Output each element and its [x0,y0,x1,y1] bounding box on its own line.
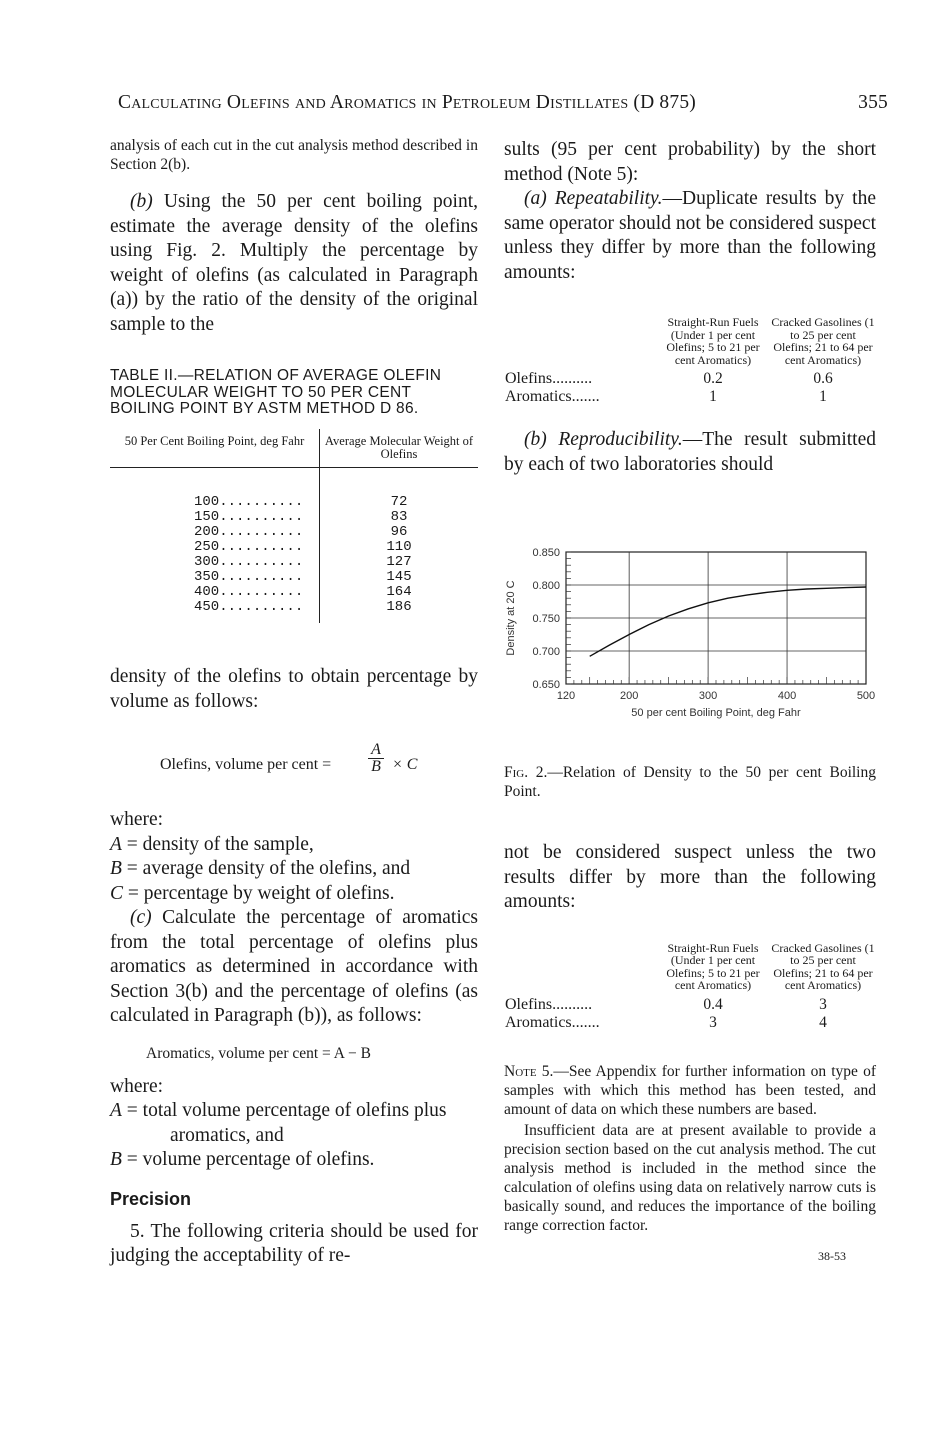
def-symbol: A [110,833,122,855]
footer-code: 38-53 [818,1248,846,1263]
table2-mw: 83 [390,509,408,525]
table-row: 250.......... 110 [110,540,478,555]
table-row: 300.......... 127 [110,555,478,570]
reproducibility-title: Reproducibility. [558,429,683,450]
running-title: Calculating Olefins and Aromatics in Petroleum Distillates (D 875) [118,92,696,113]
def-symbol: B [110,858,122,879]
definition [110,857,478,882]
def-symbol: C [110,882,124,904]
col-cracked: Cracked Gasolines (1 to 25 per cent Olefins; 21 to 64 per cent Aromatics) [771,315,875,367]
repeatability-header-row [504,315,876,370]
paragraph-b-text: Using the 50 per cent boiling point, estimate the average density of the olefins using Fig. 2. Multiply the percentage by weight of olefins (as calculated in Paragraph (a)) by the ratio of the density of the original sample to the [110,191,478,335]
def-text: = volume percentage of olefins. [126,1149,375,1170]
reproducibility-paragraph [504,428,876,477]
eq1-fraction [368,742,384,775]
table-row: 150.......... 83 [110,510,478,525]
running-header [118,92,888,114]
col-cracked: Cracked Gasolines (1 to 25 per cent Olefins; 21 to 64 per cent Aromatics) [771,940,875,992]
row-label: Olefins.......... [505,370,593,387]
note-5-text: —See Appendix for further information on type of samples with which this method has been tested, and amount of data on which these numbers are based. [504,1062,876,1118]
table-row: 400.......... 164 [110,585,478,600]
x-tick-label: 500 [856,690,876,702]
repeatability-text: —Duplicate results by the same operator should not be considered suspect unless they differ by more than the following amounts: [504,188,876,283]
definition [110,1148,478,1173]
reproducibility-text: —The result submitted by each of two laboratories should [504,429,877,475]
table-row [504,1014,876,1032]
paragraph-c-label: (c) [130,907,152,928]
def-text: = density of the sample, [126,833,314,855]
figure-2 [500,540,890,760]
paragraph-c-text: Calculate the percentage of aromatics from the total percentage of olefins plus aromatics as determined in accordance with Section 3(b) and the percentage of olefins (as calculated in Paragraph (b)), as follows: [110,907,478,1026]
density-chart [500,540,890,760]
value-a: 0.4 [703,995,723,1013]
x-axis-label: 50 per cent Boiling Point, deg Fahr [631,707,801,719]
paragraph-c [110,906,478,1029]
def-symbol: A [110,1100,122,1121]
def-symbol: B [110,1149,122,1170]
density-curve [590,587,866,656]
row-label: Aromatics....... [505,388,600,405]
table-row [504,996,876,1014]
note-5 [504,1062,876,1119]
results-paragraph: sults (95 per cent probability) by the short method (Note 5): [504,139,876,185]
paragraph-b [110,190,478,337]
table2-col1-header: 50 Per Cent Boiling Point, deg Fahr [110,429,320,468]
value-b: 1 [819,388,827,405]
row-label: Olefins.......... [505,995,593,1013]
right-column [504,138,876,477]
intro-paragraph: analysis of each cut in the cut analysis method described in Section 2(b). [110,137,478,173]
table2-mw: 186 [386,599,412,615]
col-straight-run: Straight-Run Fuels (Under 1 per cent Olefins; 5 to 21 per cent Aromatics) [666,940,760,992]
definitions-2 [110,1075,478,1173]
paragraph-5: 5. The following criteria should be used for judging the acceptability of re- [110,1220,478,1266]
table2 [110,429,478,624]
y-tick-label: 0.700 [532,646,560,658]
equation-olefins [110,742,478,786]
y-axis-label: Density at 20 C [505,580,517,656]
value-a: 3 [709,1013,717,1031]
table-row: 100.......... 72 [110,495,478,510]
table2-bp: 450 [194,599,220,615]
col-straight-run: Straight-Run Fuels (Under 1 per cent Olefins; 5 to 21 per cent Aromatics) [666,315,760,367]
table2-mw: 164 [386,584,412,600]
table2-title: TABLE II.—RELATION OF AVERAGE OLEFIN MOLECULAR WEIGHT TO 50 PER CENT BOILING POINT BY ASTM METHOD D 86. [110,367,442,417]
definition [110,833,478,858]
table2-bp: 100 [194,494,220,510]
table2-col2-header: Average Molecular Weight of Olefins [324,433,474,461]
def-text: = average density of the olefins, and [126,858,411,879]
repeatability-table [504,315,876,406]
table2-mw: 72 [390,494,408,510]
table-row [504,388,876,406]
not-suspect-paragraph: not be considered suspect unless the two results differ by more than the following amounts: [504,842,876,912]
table2-header-row [110,429,478,468]
table2-bp: 350 [194,569,220,585]
row-label: Aromatics....... [505,1013,600,1031]
eq1-numerator: A [368,742,384,759]
value-a: 1 [709,388,717,405]
page-number: 355 [858,92,888,113]
value-b: 0.6 [813,370,833,387]
table2-bp: 200 [194,524,220,540]
def-text: = percentage by weight of olefins. [127,882,395,904]
y-tick-label: 0.850 [532,547,560,559]
eq1-lhs: Olefins, volume per cent = [160,756,332,773]
right-column-lower [504,841,876,1264]
precision-heading: Precision [110,1188,192,1209]
table2-mw: 127 [386,554,412,570]
reproducibility-table [504,941,876,1032]
left-column [110,136,478,1269]
repeatability-label: (a) [524,188,547,209]
table2-bp: 300 [194,554,220,570]
figure-caption-label: Fig. 2. [504,764,548,781]
table2-mw: 145 [386,569,412,585]
table2-bp: 400 [194,584,220,600]
y-tick-label: 0.750 [532,613,560,625]
def-text: = total volume percentage of olefins plus aromatics, and [126,1100,447,1146]
value-b: 4 [819,1013,827,1031]
value-b: 3 [819,995,827,1013]
note-5-label: Note 5. [504,1062,554,1080]
reproducibility-label: (b) [524,429,547,450]
paragraph-b-label: (b) [130,191,153,212]
definition [110,1099,478,1148]
reproducibility-header-row [504,941,876,996]
table2-bp: 150 [194,509,220,525]
table-row: 350.......... 145 [110,570,478,585]
x-tick-label: 400 [777,690,797,702]
figure-caption [504,763,876,801]
table2-mw: 110 [386,539,412,555]
equation-aromatics: Aromatics, volume per cent = A − B [146,1044,371,1062]
definition [110,882,478,907]
repeatability-title: Repeatability. [554,188,663,209]
definitions-1 [110,808,478,906]
y-tick-label: 0.650 [532,679,560,691]
table-row: 450.......... 186 [110,600,478,623]
value-a: 0.2 [703,370,723,387]
density-paragraph: density of the olefins to obtain percentage by volume as follows: [110,666,478,712]
table2-bp: 250 [194,539,220,555]
table2-mw: 96 [390,524,408,540]
x-tick-label: 300 [698,690,718,702]
insufficient-data-paragraph: Insufficient data are at present available to provide a precision section based on the cut analysis method. The cut analysis method is included in the method since the calculation of olefins using data on relatively narrow cuts is basically sound, and reduces the importance of the boiling range correction factor. [504,1121,876,1234]
where-label: where: [110,1075,164,1097]
x-tick-label: 120 [556,690,576,702]
y-tick-label: 0.800 [532,580,560,592]
table-row: 200.......... 96 [110,525,478,540]
x-tick-label: 200 [619,690,639,702]
repeatability-paragraph [504,187,876,285]
where-label: where: [110,809,164,830]
eq1-denominator: B [371,758,381,775]
table-row [504,370,876,388]
eq1-rhs: × C [392,756,418,773]
figure-caption-text: —Relation of Density to the 50 per cent Boiling Point. [504,764,876,800]
